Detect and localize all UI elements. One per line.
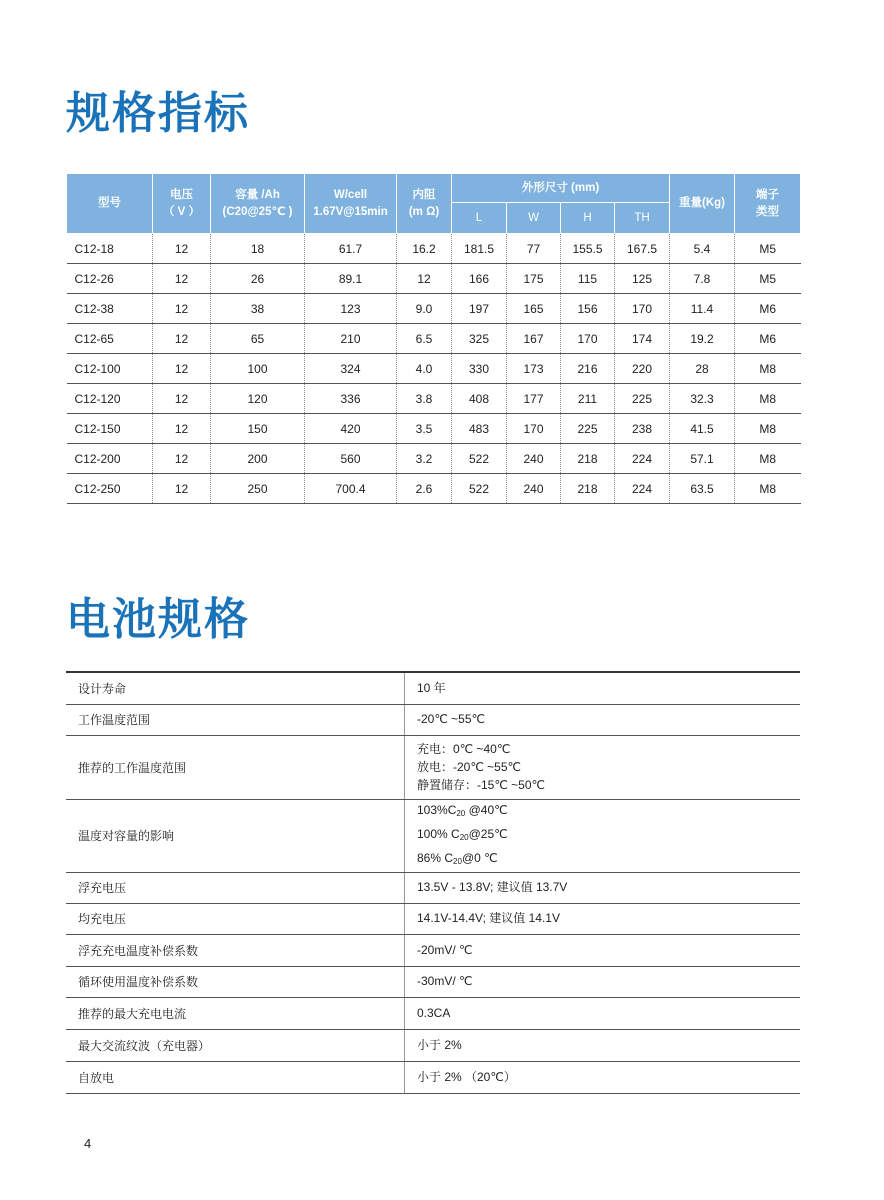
section-title-battery-specs: 电池规格	[66, 594, 250, 645]
table-row	[66, 1029, 800, 1061]
cell-l: 522	[452, 474, 507, 504]
spec-label: 最大交流纹波（充电器）	[66, 1029, 405, 1061]
header-model: 型号	[67, 174, 153, 234]
spec-label: 温度对容量的影响	[66, 799, 405, 872]
cell-th: 238	[615, 414, 670, 444]
cell-resistance: 3.2	[397, 444, 452, 474]
cell-resistance: 2.6	[397, 474, 452, 504]
header-voltage: 电压 （ V ）	[153, 174, 211, 234]
cell-voltage: 12	[153, 354, 211, 384]
header-wcell: W/cell 1.67V@15min	[305, 174, 397, 234]
table-row	[66, 704, 800, 735]
spec-label: 循环使用温度补偿系数	[66, 966, 405, 997]
header-resistance: 内阻 (m Ω)	[397, 174, 452, 234]
spec-value: 小于 2%	[405, 1029, 801, 1061]
spec-value: -20℃ ~55℃	[405, 704, 801, 735]
cell-wcell: 700.4	[305, 474, 397, 504]
cell-voltage: 12	[153, 294, 211, 324]
table-row	[67, 474, 801, 504]
cell-voltage: 12	[153, 414, 211, 444]
cell-w: 177	[507, 384, 561, 414]
cell-weight: 28	[670, 354, 735, 384]
spec-label: 推荐的最大充电电流	[66, 997, 405, 1029]
cell-terminal: M8	[735, 414, 801, 444]
cell-h: 218	[561, 474, 615, 504]
header-capacity: 容量 /Ah (C20@25℃ )	[211, 174, 305, 234]
cell-h: 225	[561, 414, 615, 444]
spec-value: 14.1V-14.4V; 建议值 14.1V	[405, 903, 801, 934]
table-row	[67, 414, 801, 444]
cell-model: C12-26	[67, 264, 153, 294]
cell-h: 218	[561, 444, 615, 474]
cell-h: 155.5	[561, 234, 615, 264]
cell-weight: 11.4	[670, 294, 735, 324]
cell-wcell: 336	[305, 384, 397, 414]
cell-l: 166	[452, 264, 507, 294]
cell-weight: 5.4	[670, 234, 735, 264]
table-row	[66, 903, 800, 934]
cell-terminal: M6	[735, 324, 801, 354]
cell-wcell: 61.7	[305, 234, 397, 264]
cell-model: C12-18	[67, 234, 153, 264]
cell-l: 325	[452, 324, 507, 354]
cell-wcell: 89.1	[305, 264, 397, 294]
spec-value: 13.5V - 13.8V; 建议值 13.7V	[405, 872, 801, 903]
spec-label: 推荐的工作温度范围	[66, 735, 405, 799]
cell-capacity: 26	[211, 264, 305, 294]
spec-value	[405, 735, 801, 799]
cell-l: 181.5	[452, 234, 507, 264]
spec-value: 0.3CA	[405, 997, 801, 1029]
header-dim-th: TH	[615, 203, 670, 234]
cell-h: 156	[561, 294, 615, 324]
table-row	[66, 997, 800, 1029]
cell-resistance: 16.2	[397, 234, 452, 264]
cell-model: C12-150	[67, 414, 153, 444]
cell-terminal: M5	[735, 234, 801, 264]
spec-label: 浮充电压	[66, 872, 405, 903]
cell-w: 77	[507, 234, 561, 264]
cell-h: 170	[561, 324, 615, 354]
table-row	[66, 735, 800, 799]
cell-voltage: 12	[153, 264, 211, 294]
cell-capacity: 18	[211, 234, 305, 264]
cell-wcell: 420	[305, 414, 397, 444]
cell-l: 330	[452, 354, 507, 384]
table-row	[66, 1061, 800, 1093]
cell-weight: 7.8	[670, 264, 735, 294]
cell-wcell: 560	[305, 444, 397, 474]
cell-th: 220	[615, 354, 670, 384]
cell-resistance: 9.0	[397, 294, 452, 324]
cell-wcell: 123	[305, 294, 397, 324]
cell-w: 173	[507, 354, 561, 384]
cell-capacity: 120	[211, 384, 305, 414]
spec-value-line: 100% $C_{20}@25℃$	[417, 826, 508, 842]
cell-resistance: 3.8	[397, 384, 452, 414]
cell-resistance: 6.5	[397, 324, 452, 354]
cell-th: 167.5	[615, 234, 670, 264]
cell-model: C12-38	[67, 294, 153, 324]
table-row	[66, 872, 800, 903]
cell-capacity: 65	[211, 324, 305, 354]
cell-th: 170	[615, 294, 670, 324]
table-row	[66, 934, 800, 966]
cell-weight: 32.3	[670, 384, 735, 414]
cell-th: 224	[615, 444, 670, 474]
cell-voltage: 12	[153, 474, 211, 504]
cell-capacity: 200	[211, 444, 305, 474]
table-row	[66, 966, 800, 997]
header-dim-w: W	[507, 203, 561, 234]
cell-voltage: 12	[153, 234, 211, 264]
cell-terminal: M8	[735, 474, 801, 504]
spec-value	[405, 799, 801, 872]
spec-value-line: 放电：-20℃ ~55℃	[417, 760, 521, 774]
cell-capacity: 100	[211, 354, 305, 384]
cell-terminal: M5	[735, 264, 801, 294]
table-row	[67, 444, 801, 474]
spec-label: 自放电	[66, 1061, 405, 1093]
cell-weight: 41.5	[670, 414, 735, 444]
table-row	[67, 384, 801, 414]
cell-capacity: 150	[211, 414, 305, 444]
cell-model: C12-65	[67, 324, 153, 354]
table-row	[67, 324, 801, 354]
cell-model: C12-100	[67, 354, 153, 384]
cell-w: 167	[507, 324, 561, 354]
cell-terminal: M8	[735, 354, 801, 384]
cell-model: C12-120	[67, 384, 153, 414]
cell-terminal: M6	[735, 294, 801, 324]
cell-th: 225	[615, 384, 670, 414]
table-row	[67, 234, 801, 264]
table-row	[67, 354, 801, 384]
cell-resistance: 3.5	[397, 414, 452, 444]
spec-value: -20mV/ ℃	[405, 934, 801, 966]
cell-l: 408	[452, 384, 507, 414]
cell-w: 240	[507, 474, 561, 504]
specifications-table	[66, 173, 801, 504]
cell-capacity: 250	[211, 474, 305, 504]
spec-value: 10 年	[405, 672, 801, 704]
spec-value-line: 充电：0℃ ~40℃	[417, 742, 511, 756]
spec-label: 均充电压	[66, 903, 405, 934]
cell-voltage: 12	[153, 444, 211, 474]
header-weight: 重量(Kg)	[670, 174, 735, 234]
battery-specs-table	[66, 671, 800, 1094]
spec-value-line: $103\%C_{20}$ @40℃	[417, 802, 508, 818]
cell-h: 216	[561, 354, 615, 384]
cell-w: 170	[507, 414, 561, 444]
spec-value: -30mV/ ℃	[405, 966, 801, 997]
cell-th: 224	[615, 474, 670, 504]
page-number: 4	[84, 1136, 92, 1151]
cell-terminal: M8	[735, 444, 801, 474]
cell-model: C12-250	[67, 474, 153, 504]
header-terminal: 端子 类型	[735, 174, 801, 234]
cell-resistance: 12	[397, 264, 452, 294]
spec-value-line: 86% $C_{20}@0$ ℃	[417, 850, 498, 866]
section-title-specifications: 规格指标	[66, 88, 250, 139]
cell-weight: 63.5	[670, 474, 735, 504]
cell-w: 240	[507, 444, 561, 474]
cell-l: 522	[452, 444, 507, 474]
spec-label: 工作温度范围	[66, 704, 405, 735]
header-dimensions: 外形尺寸 (mm)	[452, 174, 670, 203]
table-row	[67, 264, 801, 294]
cell-th: 125	[615, 264, 670, 294]
cell-h: 211	[561, 384, 615, 414]
header-dim-h: H	[561, 203, 615, 234]
spec-value-line: 静置储存：-15℃ ~50℃	[417, 778, 545, 792]
spec-label: 设计寿命	[66, 672, 405, 704]
cell-capacity: 38	[211, 294, 305, 324]
spec-value: 小于 2% （20℃）	[405, 1061, 801, 1093]
cell-wcell: 210	[305, 324, 397, 354]
cell-voltage: 12	[153, 384, 211, 414]
cell-weight: 57.1	[670, 444, 735, 474]
cell-wcell: 324	[305, 354, 397, 384]
cell-w: 165	[507, 294, 561, 324]
table-row	[66, 799, 800, 872]
cell-terminal: M8	[735, 384, 801, 414]
cell-w: 175	[507, 264, 561, 294]
cell-weight: 19.2	[670, 324, 735, 354]
cell-l: 483	[452, 414, 507, 444]
cell-l: 197	[452, 294, 507, 324]
header-dim-l: L	[452, 203, 507, 234]
cell-voltage: 12	[153, 324, 211, 354]
table-row	[67, 294, 801, 324]
cell-model: C12-200	[67, 444, 153, 474]
cell-h: 115	[561, 264, 615, 294]
table-row	[66, 672, 800, 704]
table-header-row	[67, 174, 801, 203]
spec-label: 浮充充电温度补偿系数	[66, 934, 405, 966]
cell-resistance: 4.0	[397, 354, 452, 384]
cell-th: 174	[615, 324, 670, 354]
